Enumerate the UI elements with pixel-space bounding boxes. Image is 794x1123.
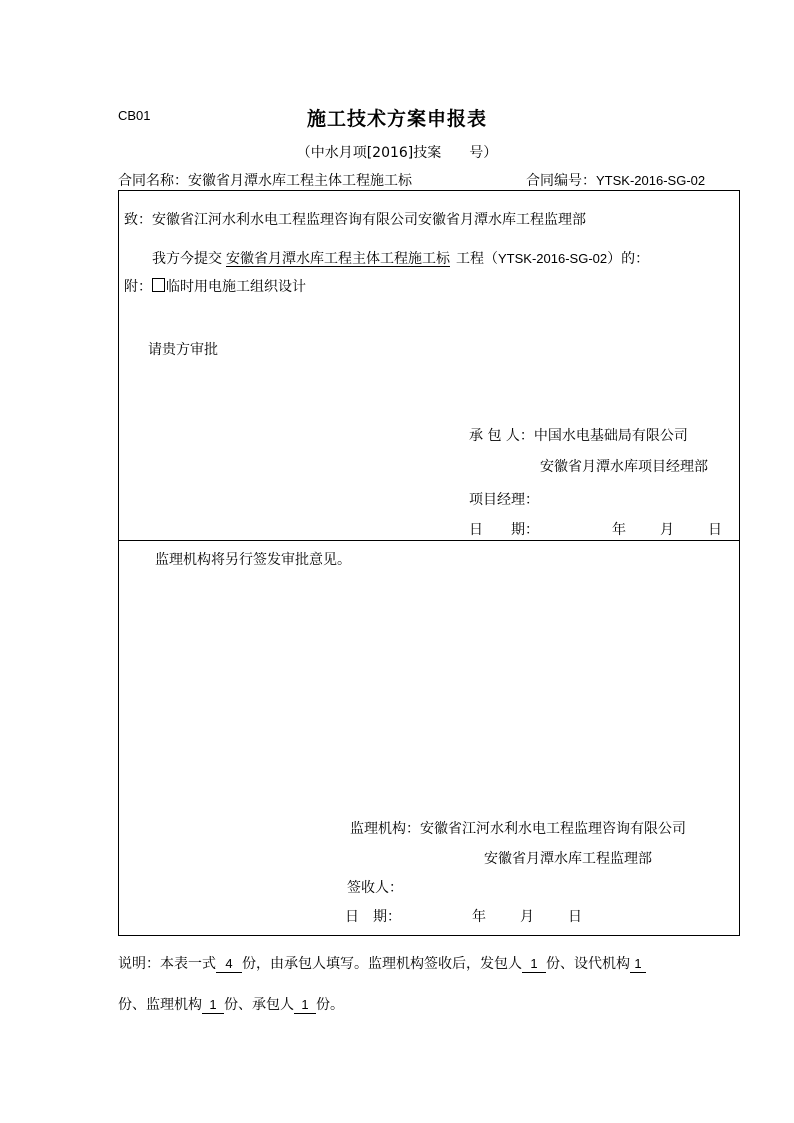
section2-day: 日 bbox=[568, 909, 582, 925]
section1-date-label: 日 期： bbox=[469, 522, 539, 538]
contract-no-label: 合同编号： bbox=[526, 173, 596, 189]
note-p1: 说明：本表一式 bbox=[118, 956, 216, 972]
note-p6: 份。 bbox=[316, 997, 344, 1013]
request-text: 请贵方审批 bbox=[148, 342, 218, 358]
contract-name-label: 合同名称： bbox=[118, 173, 188, 189]
contractor-dept: 安徽省月潭水库项目经理部 bbox=[540, 459, 708, 475]
note-p3: 份、设代机构 bbox=[546, 956, 630, 972]
recipient-org: 安徽省江河水利水电工程监理咨询有限公司安徽省月潭水库工程监理部 bbox=[152, 212, 586, 228]
supervisor-opinion: 监理机构将另行签发审批意见。 bbox=[155, 552, 351, 568]
contractor-name: 中国水电基础局有限公司 bbox=[533, 428, 688, 444]
contractor-label: 承 包 人： bbox=[469, 428, 534, 444]
attachment-item: 临时用电施工组织设计 bbox=[166, 279, 306, 295]
submission-project: 安徽省月潭水库工程主体工程施工标 bbox=[226, 251, 450, 267]
attachment-checkbox[interactable] bbox=[152, 278, 165, 292]
note-p4: 份、监理机构 bbox=[118, 997, 202, 1013]
note-supervisor-copies: 1 bbox=[202, 997, 224, 1014]
supervisor-org-line bbox=[350, 818, 686, 838]
section1-month: 月 bbox=[660, 522, 674, 538]
attachment-label: 附： bbox=[124, 279, 152, 295]
section1-year: 年 bbox=[612, 522, 626, 538]
submission-prefix: 我方今提交 bbox=[152, 251, 222, 267]
submission-code: YTSK-2016-SG-02 bbox=[498, 251, 608, 266]
note-line-1 bbox=[118, 953, 646, 973]
note-contractor-copies: 1 bbox=[294, 997, 316, 1014]
contract-name-row bbox=[118, 170, 412, 190]
supervisor-dept: 安徽省月潭水库工程监理部 bbox=[484, 851, 652, 867]
contract-no-row bbox=[526, 170, 705, 190]
recipient-label: 致： bbox=[124, 212, 152, 228]
manager-label: 项目经理： bbox=[469, 492, 539, 508]
form-subtitle: （中水月项[2016]技案 号） bbox=[296, 145, 498, 161]
supervisor-org-name: 安徽省江河水利水电工程监理咨询有限公司 bbox=[420, 821, 686, 837]
contract-no-value: YTSK-2016-SG-02 bbox=[596, 173, 706, 188]
form-title: 施工技术方案申报表 bbox=[306, 108, 487, 130]
submission-line bbox=[152, 248, 649, 268]
note-line-2 bbox=[118, 994, 344, 1014]
note-p5: 份、承包人 bbox=[224, 997, 294, 1013]
contractor-line bbox=[469, 425, 688, 445]
note-p2: 份，由承包人填写。监理机构签收后，发包人 bbox=[242, 956, 522, 972]
note-design-copies: 1 bbox=[630, 956, 646, 973]
attachment-line bbox=[124, 276, 306, 296]
note-total-copies: 4 bbox=[216, 956, 242, 973]
submission-suffix: ）的： bbox=[607, 251, 650, 267]
receiver-label: 签收人： bbox=[347, 880, 403, 896]
section2-date-label: 日 期： bbox=[345, 909, 401, 925]
submission-mid: 工程（ bbox=[456, 251, 498, 267]
note-employer-copies: 1 bbox=[522, 956, 546, 973]
section2-year: 年 bbox=[472, 909, 486, 925]
supervisor-org-label: 监理机构： bbox=[350, 821, 420, 837]
section1-day: 日 bbox=[708, 522, 722, 538]
section2-month: 月 bbox=[520, 909, 534, 925]
contract-name-value: 安徽省月潭水库工程主体工程施工标 bbox=[188, 173, 412, 189]
form-code: CB01 bbox=[118, 108, 151, 123]
recipient-line bbox=[124, 209, 586, 229]
section-divider bbox=[118, 540, 740, 541]
